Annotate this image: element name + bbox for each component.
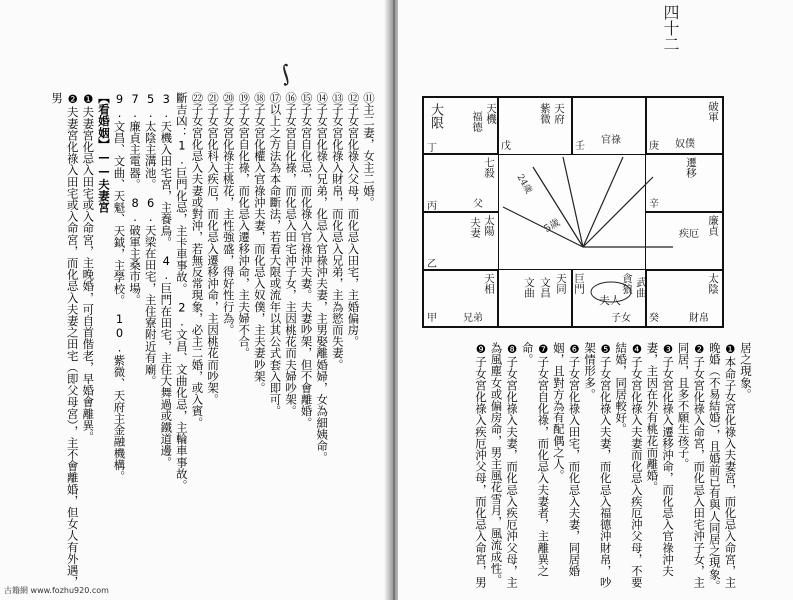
text-column: ❽子女宮化祿入夫妻，而化忌入疾厄沖父母，主為風塵女或偏房命，男主風花雪月，風流成性。 [489, 342, 520, 589]
center-star: 貪狼 [621, 273, 633, 294]
text-column: ❸子女宮化祿入遷移沖命，而化忌入官祿沖夫妻，主因在外有桃花而離婚。 [645, 342, 676, 577]
right-page [398, 0, 793, 600]
text-column: ⑪主二妻，女主二婚。 [362, 92, 376, 208]
text-column: ⑭子女宮化祿入兄弟，化忌入官祿沖夫妻，主男娶離婚婦，女為細姨命。 [315, 92, 330, 464]
star-label: 太陰 [707, 273, 719, 294]
handwritten-note: 5歲 [542, 217, 563, 236]
handwritten-note: 夫人 [599, 294, 621, 307]
text-column: ⑯子女宮自化祿，而化忌入田宅沖子女，主因桃花而夫婦吵架。 [284, 92, 299, 417]
text-column: ⑬子女宮化祿入財帛，而化忌入兄弟，主為慾而失妻。 [330, 92, 345, 371]
text-column: 斷吉凶：1.巨門化忌，主卡車事故。 2.文昌、文曲化忌，主輪車事故。 [174, 92, 189, 492]
handwritten-note: 24歲 [514, 172, 534, 196]
stem-label: 辛 [649, 199, 659, 210]
text-column: ⑮子女宮自化忌，而化祿入官祿沖夫妻。夫妻吵架，但不會離婚。 [299, 92, 314, 429]
star-label: 太陽 [483, 215, 495, 236]
star-label: 破軍 [707, 101, 719, 122]
text-column: ⑰以上之方法為本命斷法，若看大限或流年以其公式套入即可。 [268, 92, 283, 417]
text-column: ⑱子女宮化權入官祿沖夫妻，而化忌入奴僕，主夫妻吵架。 [252, 92, 267, 394]
text-column: ❻子女宮化祿入田宅，而化忌入夫妻，同居婚姻，且對方為有配偶之人。 [551, 342, 582, 577]
text-column: ⑲子女宮自化祿，而化忌入遷移沖命，主夫婦不合。 [237, 92, 252, 359]
center-star: 巨門 [573, 273, 585, 294]
palace-label: 遷移 [685, 157, 697, 178]
palace-label: 子女 [611, 313, 631, 324]
text-column: ㉑子女宮化科入疾厄，而化忌入遷移沖命，主因桃花而吵架。 [206, 92, 221, 406]
palace-label: 奴僕 [675, 139, 695, 150]
center-star: 紫微 [539, 103, 551, 124]
section-heading: 【看婚姻】——夫妻宮 [96, 92, 111, 214]
handwritten-top-note: 四十二 [661, 4, 680, 52]
handwritten-mark: ∫ [276, 60, 296, 89]
stem-label: 丙 [427, 201, 437, 212]
text-column: ❾子女宮化祿入疾厄沖父母，而化忌入命宮，男 [473, 342, 488, 589]
text-column: ❼子女宮自化祿，而化忌入夫妻者，主離異之命。 [520, 342, 551, 577]
center-star: 天同 [555, 273, 567, 294]
text-column: ❺子女宮化祿入夫妻，而化忌入福德沖財帛，吵架情形多。 [583, 342, 613, 589]
text-column: ❷子女宮化祿入命宮，而化忌入田宅沖子女，主同居，且多不願生孩子。 [676, 342, 707, 589]
text-column: 9.文昌、文曲、天魁、天鉞，主學校。 10.紫微、天府主金融機構。 [112, 92, 127, 483]
stem-label: 癸 [649, 313, 659, 324]
left-text-columns [49, 92, 376, 592]
right-text-columns [472, 342, 753, 592]
palace-label: 夫妻 [469, 217, 481, 238]
stem-label: 丁 [427, 143, 437, 154]
text-column: ⑫子女宮化祿入父母，而化忌入田宅，主婚偏房。 [346, 92, 361, 348]
palace-label: 福德 [471, 111, 483, 132]
left-page [0, 0, 390, 600]
star-label: 廉貞 [707, 215, 719, 236]
stem-label: 壬 [575, 141, 585, 152]
center-star: 文昌 [539, 277, 551, 298]
palace-label: 官祿 [601, 135, 621, 146]
stem-label: 庚 [649, 141, 659, 152]
text-column: 3.天機入田宅宮，主養鳥。 4.巨門在田宅，主住大舞過或鐵道邊。 [159, 92, 174, 468]
stem-label: 甲 [427, 313, 437, 324]
text-column: ❶本命子女宮化祿入夫妻宮，而化忌入命宮，主晚婚（不易結婚），且婚前已有與人同居之現象。 [707, 342, 738, 592]
center-star: 武曲 [635, 277, 647, 298]
palace-label: 父 [473, 199, 483, 210]
center-star: 天府 [553, 103, 565, 124]
astrology-chart [422, 96, 724, 328]
text-column: ❷夫妻宮化祿入田宅或入命宮，而化忌入夫妻之田宅（即父母宮），主不會離婚，但女人有外遇，男 [50, 92, 80, 588]
text-column: ❶夫妻宮化忌入田宅或入命宮，主晚婚，可自首偕老，早婚會離異。 [81, 92, 96, 443]
palace-label: 大限 [428, 103, 443, 129]
stem-label: 乙 [427, 259, 437, 270]
text-column: ㉒子女宮化忌入夫妻或對沖，若無反常現象，必主二婚，或入賓。 [190, 92, 205, 429]
stem-label: 戊 [501, 141, 511, 152]
palace-label: 兄弟 [463, 313, 483, 324]
text-column: ❹子女宮化祿入夫妻而化忌入疾厄沖父母，不要結婚，同居較好。 [614, 342, 644, 589]
text-column: 5.太陰主溝池。 6.天梁在田宅，主住寮附近有廟。 [143, 92, 158, 387]
handwritten-arrows [423, 97, 723, 327]
text-column: 7.廉貞主電器。 8.破軍主桑市場。 [128, 92, 143, 306]
text-column: ⑳子女宮化祿主桃花，主性強盛，得好性行為。 [221, 92, 236, 336]
footer-watermark: 古籍網 www.fozhu920.com [4, 586, 109, 595]
star-label: 天機 [485, 103, 497, 124]
center-star: 文曲 [523, 277, 535, 298]
star-label: 天相 [483, 273, 495, 294]
palace-label: 疾厄 [679, 229, 699, 240]
star-label: 七殺 [483, 157, 495, 178]
text-column: 居之現象。 [739, 342, 753, 400]
palace-label: 財帛 [689, 313, 709, 324]
